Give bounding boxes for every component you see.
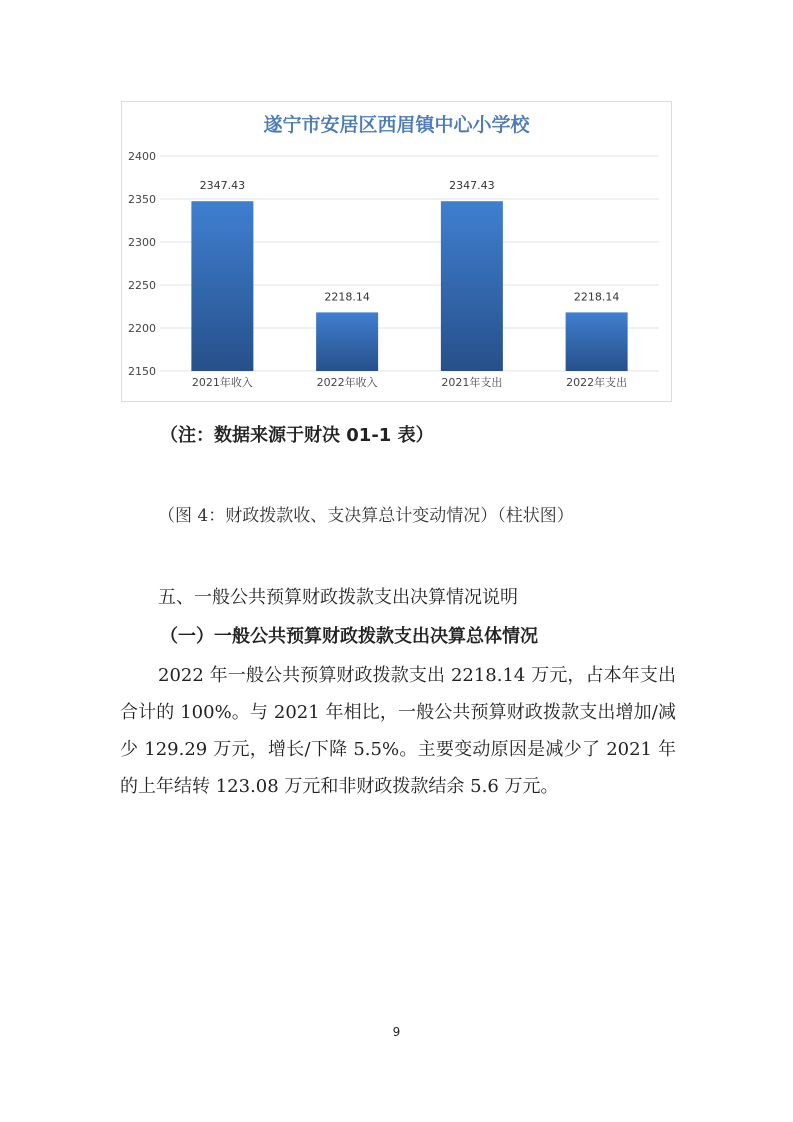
category-label: 2021年收入	[191, 376, 253, 389]
subsection-heading: （一）一般公共预算财政拨款支出决算总体情况	[160, 626, 538, 647]
section-heading: 五、一般公共预算财政拨款支出决算情况说明	[158, 587, 518, 608]
chart-canvas	[122, 102, 673, 403]
y-tick-label: 2250	[128, 279, 156, 292]
data-label: 2347.43	[449, 179, 495, 193]
category-label: 2022年收入	[316, 376, 378, 389]
y-tick-label: 2350	[128, 193, 156, 206]
y-tick-label: 2300	[128, 236, 156, 249]
y-tick-label: 2200	[128, 322, 156, 335]
revenue-expenditure-bar-chart	[121, 101, 672, 402]
chart-title: 遂宁市安居区西眉镇中心小学校	[263, 114, 530, 136]
body-paragraph: 2022 年一般公共预算财政拨款支出 2218.14 万元，占本年支出合计的 100%。与 2021 年相比，一般公共预算财政拨款支出增加/减少 129.29 万元，增长/下降 5.5%。主要变动原因是减少了 2021 年的上年结转 123.08 万元和非财政拨款结余 5.6 万元。	[120, 665, 676, 797]
data-label: 2347.43	[199, 179, 246, 193]
bar	[566, 312, 628, 371]
data-label: 2218.14	[324, 290, 370, 304]
page-number: 9	[392, 1025, 401, 1039]
category-label: 2021年支出	[441, 376, 503, 389]
data-label: 2218.14	[573, 290, 620, 304]
y-tick-label: 2150	[128, 365, 156, 378]
bar	[191, 201, 253, 371]
data-source-note: （注：数据来源于财决 01-1 表）	[160, 425, 434, 446]
y-tick-label: 2400	[128, 150, 156, 163]
bar	[441, 201, 503, 371]
figure-caption: （图 4：财政拨款收、支决算总计变动情况）（柱状图）	[158, 506, 574, 526]
category-label: 2022年支出	[566, 376, 628, 389]
bar	[316, 312, 378, 371]
